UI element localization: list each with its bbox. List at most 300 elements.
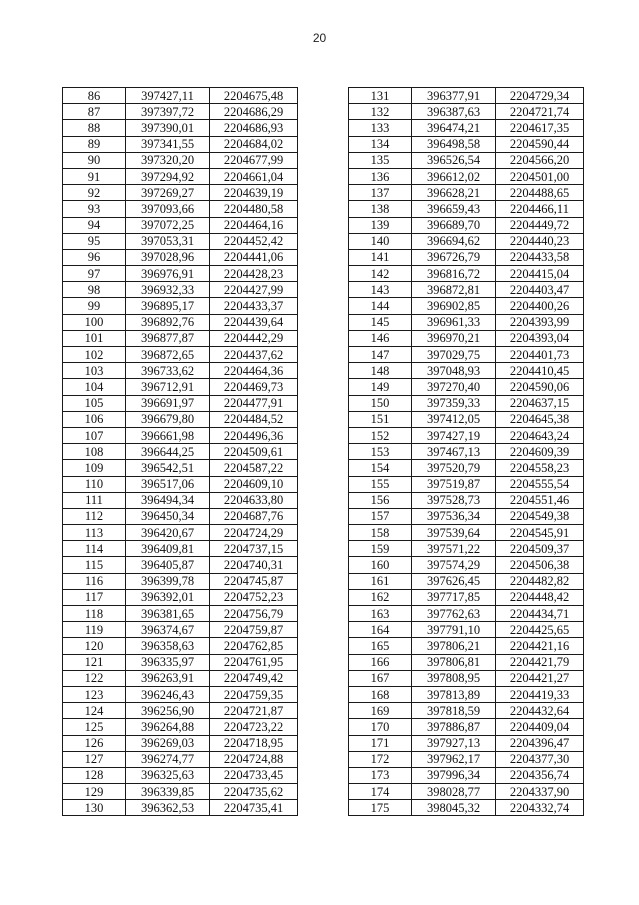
y-coordinate-cell: 2204501,00 [496, 168, 584, 184]
x-coordinate-cell: 396399,78 [126, 573, 210, 589]
table-row [63, 735, 298, 751]
table-row [349, 525, 584, 541]
point-number-cell: 126 [63, 735, 126, 751]
x-coordinate-cell: 397626,45 [412, 573, 496, 589]
table-row [63, 395, 298, 411]
point-number-cell: 143 [349, 282, 412, 298]
point-number-cell: 154 [349, 460, 412, 476]
table-row [63, 120, 298, 136]
x-coordinate-cell: 397717,85 [412, 589, 496, 605]
table-row [63, 88, 298, 104]
point-number-cell: 87 [63, 104, 126, 120]
y-coordinate-cell: 2204737,15 [210, 541, 298, 557]
point-number-cell: 103 [63, 363, 126, 379]
y-coordinate-cell: 2204496,36 [210, 427, 298, 443]
point-number-cell: 166 [349, 654, 412, 670]
y-coordinate-cell: 2204509,37 [496, 541, 584, 557]
table-row [349, 379, 584, 395]
x-coordinate-cell: 396902,85 [412, 298, 496, 314]
y-coordinate-cell: 2204749,42 [210, 670, 298, 686]
y-coordinate-cell: 2204427,99 [210, 282, 298, 298]
x-coordinate-cell: 397886,87 [412, 719, 496, 735]
table-row [349, 508, 584, 524]
y-coordinate-cell: 2204687,76 [210, 508, 298, 524]
x-coordinate-cell: 397028,96 [126, 249, 210, 265]
y-coordinate-cell: 2204761,95 [210, 654, 298, 670]
point-number-cell: 144 [349, 298, 412, 314]
point-number-cell: 127 [63, 751, 126, 767]
x-coordinate-cell: 397791,10 [412, 622, 496, 638]
coordinates-table-right [348, 87, 584, 816]
y-coordinate-cell: 2204609,10 [210, 476, 298, 492]
x-coordinate-cell: 396689,70 [412, 217, 496, 233]
x-coordinate-cell: 397813,89 [412, 686, 496, 702]
x-coordinate-cell: 396679,80 [126, 411, 210, 427]
y-coordinate-cell: 2204759,87 [210, 622, 298, 638]
table-row [349, 88, 584, 104]
y-coordinate-cell: 2204480,58 [210, 201, 298, 217]
x-coordinate-cell: 396264,88 [126, 719, 210, 735]
y-coordinate-cell: 2204488,65 [496, 185, 584, 201]
x-coordinate-cell: 396542,51 [126, 460, 210, 476]
point-number-cell: 86 [63, 88, 126, 104]
y-coordinate-cell: 2204645,38 [496, 411, 584, 427]
table-row [63, 589, 298, 605]
x-coordinate-cell: 396358,63 [126, 638, 210, 654]
x-coordinate-cell: 396726,79 [412, 249, 496, 265]
table-row [63, 363, 298, 379]
table-row [63, 136, 298, 152]
y-coordinate-cell: 2204752,23 [210, 589, 298, 605]
x-coordinate-cell: 396895,17 [126, 298, 210, 314]
coordinates-table-left-body [63, 88, 298, 816]
table-row [349, 152, 584, 168]
point-number-cell: 141 [349, 249, 412, 265]
table-row [349, 282, 584, 298]
point-number-cell: 148 [349, 363, 412, 379]
point-number-cell: 98 [63, 282, 126, 298]
x-coordinate-cell: 397048,93 [412, 363, 496, 379]
x-coordinate-cell: 397427,19 [412, 427, 496, 443]
table-row [349, 249, 584, 265]
point-number-cell: 102 [63, 347, 126, 363]
table-row [63, 606, 298, 622]
y-coordinate-cell: 2204633,80 [210, 492, 298, 508]
table-row [349, 800, 584, 816]
y-coordinate-cell: 2204440,23 [496, 233, 584, 249]
table-row [349, 185, 584, 201]
y-coordinate-cell: 2204421,79 [496, 654, 584, 670]
point-number-cell: 114 [63, 541, 126, 557]
y-coordinate-cell: 2204740,31 [210, 557, 298, 573]
point-number-cell: 142 [349, 266, 412, 282]
table-row [63, 282, 298, 298]
x-coordinate-cell: 396420,67 [126, 525, 210, 541]
y-coordinate-cell: 2204428,23 [210, 266, 298, 282]
point-number-cell: 170 [349, 719, 412, 735]
table-row [349, 266, 584, 282]
x-coordinate-cell: 396733,62 [126, 363, 210, 379]
x-coordinate-cell: 397571,22 [412, 541, 496, 557]
x-coordinate-cell: 396694,62 [412, 233, 496, 249]
x-coordinate-cell: 397574,29 [412, 557, 496, 573]
y-coordinate-cell: 2204718,95 [210, 735, 298, 751]
x-coordinate-cell: 397520,79 [412, 460, 496, 476]
y-coordinate-cell: 2204449,72 [496, 217, 584, 233]
table-row [349, 670, 584, 686]
table-row [63, 104, 298, 120]
y-coordinate-cell: 2204448,42 [496, 589, 584, 605]
point-number-cell: 158 [349, 525, 412, 541]
point-number-cell: 157 [349, 508, 412, 524]
point-number-cell: 136 [349, 168, 412, 184]
x-coordinate-cell: 397359,33 [412, 395, 496, 411]
point-number-cell: 167 [349, 670, 412, 686]
x-coordinate-cell: 397536,34 [412, 508, 496, 524]
y-coordinate-cell: 2204724,88 [210, 751, 298, 767]
y-coordinate-cell: 2204566,20 [496, 152, 584, 168]
table-row [349, 363, 584, 379]
table-row [349, 217, 584, 233]
point-number-cell: 107 [63, 427, 126, 443]
y-coordinate-cell: 2204401,73 [496, 347, 584, 363]
table-row [63, 330, 298, 346]
table-row [349, 573, 584, 589]
x-coordinate-cell: 396325,63 [126, 767, 210, 783]
x-coordinate-cell: 396612,02 [412, 168, 496, 184]
coordinates-table-left [62, 87, 298, 816]
point-number-cell: 133 [349, 120, 412, 136]
y-coordinate-cell: 2204410,45 [496, 363, 584, 379]
y-coordinate-cell: 2204555,54 [496, 476, 584, 492]
y-coordinate-cell: 2204721,74 [496, 104, 584, 120]
point-number-cell: 109 [63, 460, 126, 476]
y-coordinate-cell: 2204756,79 [210, 606, 298, 622]
x-coordinate-cell: 396263,91 [126, 670, 210, 686]
x-coordinate-cell: 396517,06 [126, 476, 210, 492]
x-coordinate-cell: 397294,92 [126, 168, 210, 184]
table-row [349, 136, 584, 152]
point-number-cell: 171 [349, 735, 412, 751]
table-row [63, 298, 298, 314]
y-coordinate-cell: 2204617,35 [496, 120, 584, 136]
x-coordinate-cell: 396335,97 [126, 654, 210, 670]
x-coordinate-cell: 397962,17 [412, 751, 496, 767]
point-number-cell: 96 [63, 249, 126, 265]
y-coordinate-cell: 2204400,26 [496, 298, 584, 314]
point-number-cell: 162 [349, 589, 412, 605]
y-coordinate-cell: 2204421,16 [496, 638, 584, 654]
point-number-cell: 91 [63, 168, 126, 184]
table-row [63, 525, 298, 541]
table-row [63, 217, 298, 233]
x-coordinate-cell: 396377,91 [412, 88, 496, 104]
table-row [349, 622, 584, 638]
y-coordinate-cell: 2204723,22 [210, 719, 298, 735]
table-row [63, 686, 298, 702]
table-row [349, 347, 584, 363]
table-row [63, 427, 298, 443]
point-number-cell: 94 [63, 217, 126, 233]
point-number-cell: 163 [349, 606, 412, 622]
y-coordinate-cell: 2204675,48 [210, 88, 298, 104]
table-row [63, 703, 298, 719]
x-coordinate-cell: 396246,43 [126, 686, 210, 702]
point-number-cell: 113 [63, 525, 126, 541]
y-coordinate-cell: 2204558,23 [496, 460, 584, 476]
table-row [349, 314, 584, 330]
point-number-cell: 122 [63, 670, 126, 686]
table-row [63, 476, 298, 492]
table-row [349, 233, 584, 249]
point-number-cell: 139 [349, 217, 412, 233]
x-coordinate-cell: 397467,13 [412, 444, 496, 460]
table-row [349, 395, 584, 411]
x-coordinate-cell: 396661,98 [126, 427, 210, 443]
point-number-cell: 100 [63, 314, 126, 330]
x-coordinate-cell: 396628,21 [412, 185, 496, 201]
y-coordinate-cell: 2204506,38 [496, 557, 584, 573]
table-row [63, 622, 298, 638]
table-row [63, 249, 298, 265]
x-coordinate-cell: 396872,65 [126, 347, 210, 363]
x-coordinate-cell: 397320,20 [126, 152, 210, 168]
table-row [63, 379, 298, 395]
table-row [349, 719, 584, 735]
x-coordinate-cell: 397093,66 [126, 201, 210, 217]
point-number-cell: 164 [349, 622, 412, 638]
table-row [349, 298, 584, 314]
x-coordinate-cell: 396474,21 [412, 120, 496, 136]
y-coordinate-cell: 2204433,37 [210, 298, 298, 314]
point-number-cell: 104 [63, 379, 126, 395]
point-number-cell: 88 [63, 120, 126, 136]
x-coordinate-cell: 397818,59 [412, 703, 496, 719]
table-row [349, 589, 584, 605]
table-row [349, 686, 584, 702]
table-row [349, 703, 584, 719]
x-coordinate-cell: 397539,64 [412, 525, 496, 541]
table-row [349, 120, 584, 136]
y-coordinate-cell: 2204356,74 [496, 767, 584, 783]
point-number-cell: 118 [63, 606, 126, 622]
x-coordinate-cell: 396374,67 [126, 622, 210, 638]
point-number-cell: 160 [349, 557, 412, 573]
x-coordinate-cell: 397806,21 [412, 638, 496, 654]
table-row [349, 606, 584, 622]
point-number-cell: 89 [63, 136, 126, 152]
x-coordinate-cell: 396526,54 [412, 152, 496, 168]
table-row [349, 330, 584, 346]
y-coordinate-cell: 2204549,38 [496, 508, 584, 524]
x-coordinate-cell: 396387,63 [412, 104, 496, 120]
table-row [349, 735, 584, 751]
point-number-cell: 146 [349, 330, 412, 346]
point-number-cell: 172 [349, 751, 412, 767]
table-row [63, 557, 298, 573]
point-number-cell: 159 [349, 541, 412, 557]
table-row [63, 654, 298, 670]
x-coordinate-cell: 396892,76 [126, 314, 210, 330]
y-coordinate-cell: 2204434,71 [496, 606, 584, 622]
point-number-cell: 129 [63, 784, 126, 800]
point-number-cell: 174 [349, 784, 412, 800]
x-coordinate-cell: 396269,03 [126, 735, 210, 751]
x-coordinate-cell: 396970,21 [412, 330, 496, 346]
x-coordinate-cell: 396409,81 [126, 541, 210, 557]
table-row [349, 168, 584, 184]
table-row [63, 638, 298, 654]
table-row [349, 492, 584, 508]
table-row [349, 654, 584, 670]
x-coordinate-cell: 398028,77 [412, 784, 496, 800]
table-row [63, 508, 298, 524]
table-row [63, 314, 298, 330]
table-row [63, 347, 298, 363]
y-coordinate-cell: 2204637,15 [496, 395, 584, 411]
y-coordinate-cell: 2204415,04 [496, 266, 584, 282]
table-row [349, 427, 584, 443]
y-coordinate-cell: 2204441,06 [210, 249, 298, 265]
table-row [63, 185, 298, 201]
x-coordinate-cell: 397341,55 [126, 136, 210, 152]
point-number-cell: 149 [349, 379, 412, 395]
point-number-cell: 150 [349, 395, 412, 411]
table-row [349, 767, 584, 783]
point-number-cell: 175 [349, 800, 412, 816]
point-number-cell: 120 [63, 638, 126, 654]
point-number-cell: 97 [63, 266, 126, 282]
point-number-cell: 134 [349, 136, 412, 152]
x-coordinate-cell: 397808,95 [412, 670, 496, 686]
y-coordinate-cell: 2204466,11 [496, 201, 584, 217]
point-number-cell: 138 [349, 201, 412, 217]
y-coordinate-cell: 2204439,64 [210, 314, 298, 330]
table-row [349, 444, 584, 460]
x-coordinate-cell: 396932,33 [126, 282, 210, 298]
y-coordinate-cell: 2204735,62 [210, 784, 298, 800]
table-row [63, 670, 298, 686]
point-number-cell: 108 [63, 444, 126, 460]
point-number-cell: 116 [63, 573, 126, 589]
x-coordinate-cell: 396691,97 [126, 395, 210, 411]
point-number-cell: 95 [63, 233, 126, 249]
table-row [349, 460, 584, 476]
x-coordinate-cell: 396644,25 [126, 444, 210, 460]
x-coordinate-cell: 396339,85 [126, 784, 210, 800]
y-coordinate-cell: 2204403,47 [496, 282, 584, 298]
y-coordinate-cell: 2204686,93 [210, 120, 298, 136]
y-coordinate-cell: 2204509,61 [210, 444, 298, 460]
y-coordinate-cell: 2204393,99 [496, 314, 584, 330]
table-row [349, 104, 584, 120]
table-row [63, 444, 298, 460]
x-coordinate-cell: 397762,63 [412, 606, 496, 622]
table-row [349, 784, 584, 800]
x-coordinate-cell: 396256,90 [126, 703, 210, 719]
y-coordinate-cell: 2204477,91 [210, 395, 298, 411]
y-coordinate-cell: 2204433,58 [496, 249, 584, 265]
point-number-cell: 106 [63, 411, 126, 427]
y-coordinate-cell: 2204396,47 [496, 735, 584, 751]
y-coordinate-cell: 2204409,04 [496, 719, 584, 735]
point-number-cell: 121 [63, 654, 126, 670]
point-number-cell: 140 [349, 233, 412, 249]
x-coordinate-cell: 397412,05 [412, 411, 496, 427]
y-coordinate-cell: 2204442,29 [210, 330, 298, 346]
point-number-cell: 155 [349, 476, 412, 492]
y-coordinate-cell: 2204729,34 [496, 88, 584, 104]
table-row [349, 751, 584, 767]
x-coordinate-cell: 396381,65 [126, 606, 210, 622]
y-coordinate-cell: 2204587,22 [210, 460, 298, 476]
point-number-cell: 115 [63, 557, 126, 573]
point-number-cell: 145 [349, 314, 412, 330]
x-coordinate-cell: 396712,91 [126, 379, 210, 395]
table-row [349, 476, 584, 492]
x-coordinate-cell: 396274,77 [126, 751, 210, 767]
y-coordinate-cell: 2204609,39 [496, 444, 584, 460]
x-coordinate-cell: 397528,73 [412, 492, 496, 508]
point-number-cell: 112 [63, 508, 126, 524]
x-coordinate-cell: 397397,72 [126, 104, 210, 120]
x-coordinate-cell: 398045,32 [412, 800, 496, 816]
point-number-cell: 131 [349, 88, 412, 104]
table-row [63, 266, 298, 282]
page-number: 20 [312, 31, 327, 45]
x-coordinate-cell: 397519,87 [412, 476, 496, 492]
x-coordinate-cell: 396392,01 [126, 589, 210, 605]
y-coordinate-cell: 2204745,87 [210, 573, 298, 589]
table-row [63, 541, 298, 557]
y-coordinate-cell: 2204484,52 [210, 411, 298, 427]
y-coordinate-cell: 2204437,62 [210, 347, 298, 363]
y-coordinate-cell: 2204733,45 [210, 767, 298, 783]
x-coordinate-cell: 396494,34 [126, 492, 210, 508]
point-number-cell: 161 [349, 573, 412, 589]
x-coordinate-cell: 397270,40 [412, 379, 496, 395]
point-number-cell: 156 [349, 492, 412, 508]
x-coordinate-cell: 397269,27 [126, 185, 210, 201]
point-number-cell: 93 [63, 201, 126, 217]
y-coordinate-cell: 2204590,44 [496, 136, 584, 152]
point-number-cell: 152 [349, 427, 412, 443]
y-coordinate-cell: 2204762,85 [210, 638, 298, 654]
point-number-cell: 132 [349, 104, 412, 120]
point-number-cell: 123 [63, 686, 126, 702]
x-coordinate-cell: 397072,25 [126, 217, 210, 233]
x-coordinate-cell: 397029,75 [412, 347, 496, 363]
table-row [349, 201, 584, 217]
x-coordinate-cell: 397053,31 [126, 233, 210, 249]
y-coordinate-cell: 2204337,90 [496, 784, 584, 800]
table-row [349, 638, 584, 654]
table-row [63, 201, 298, 217]
y-coordinate-cell: 2204421,27 [496, 670, 584, 686]
y-coordinate-cell: 2204677,99 [210, 152, 298, 168]
table-row [63, 784, 298, 800]
x-coordinate-cell: 397996,34 [412, 767, 496, 783]
point-number-cell: 151 [349, 411, 412, 427]
x-coordinate-cell: 397806,81 [412, 654, 496, 670]
y-coordinate-cell: 2204332,74 [496, 800, 584, 816]
y-coordinate-cell: 2204684,02 [210, 136, 298, 152]
point-number-cell: 105 [63, 395, 126, 411]
x-coordinate-cell: 396976,91 [126, 266, 210, 282]
table-row [63, 767, 298, 783]
point-number-cell: 165 [349, 638, 412, 654]
point-number-cell: 173 [349, 767, 412, 783]
